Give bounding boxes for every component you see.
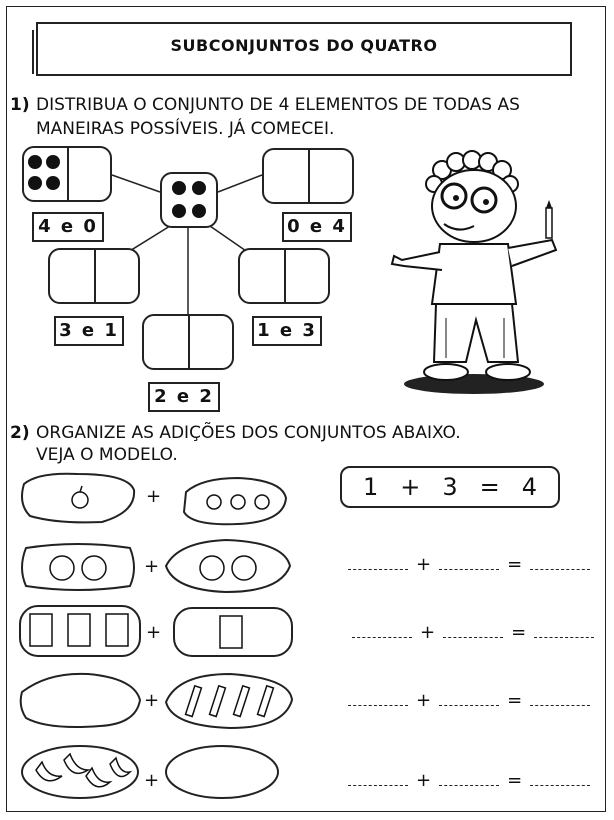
set-blob-2a <box>18 538 138 594</box>
dot <box>46 176 60 190</box>
box-divider <box>94 250 96 302</box>
apple-icon <box>255 495 269 509</box>
dot <box>192 204 206 218</box>
box-divider <box>188 316 190 368</box>
set-blob-5b <box>162 744 282 802</box>
plus-sign: + <box>146 486 162 507</box>
question-2-line2: VEJA O MODELO. <box>36 445 178 465</box>
plus-sign: + <box>416 690 432 711</box>
set-blob-1b <box>178 474 290 530</box>
box-divider <box>308 150 310 202</box>
set-box-1-3 <box>238 248 330 304</box>
book-icon <box>30 614 52 646</box>
model-b: 3 <box>442 473 458 501</box>
label-0-e-4: 0 e 4 <box>282 212 352 242</box>
question-2-line2-wrap <box>36 444 178 466</box>
plus-sign: + <box>420 622 436 643</box>
set-blob-5a <box>18 742 142 802</box>
answer-blank[interactable] <box>443 623 503 638</box>
question-2-number: 2) <box>10 423 30 443</box>
model-equation <box>340 466 560 508</box>
answer-blank[interactable] <box>530 771 590 786</box>
label-1-e-3: 1 e 3 <box>252 316 322 346</box>
equals-sign: = <box>507 554 523 575</box>
answer-blank[interactable] <box>348 555 408 570</box>
answer-blank[interactable] <box>530 555 590 570</box>
equals-sign: = <box>507 770 523 791</box>
apple-icon <box>72 492 88 508</box>
dot <box>28 176 42 190</box>
plus-sign: + <box>144 690 160 711</box>
set-blob-4b <box>160 670 296 732</box>
apple-icon <box>232 556 256 580</box>
answer-blank[interactable] <box>352 623 412 638</box>
dot <box>172 181 186 195</box>
plus-sign: + <box>416 770 432 791</box>
set-box-0-4 <box>262 148 354 204</box>
apple-icon <box>82 556 106 580</box>
model-a: 1 <box>362 473 379 501</box>
model-result: 4 <box>521 473 537 501</box>
set-box-4-0 <box>22 146 112 202</box>
page-title: SUBCONJUNTOS DO QUATRO <box>170 36 438 55</box>
set-box-3-1 <box>48 248 140 304</box>
book-icon <box>68 614 90 646</box>
book-icon <box>220 616 242 648</box>
answer-blank[interactable] <box>439 555 499 570</box>
dot <box>28 155 42 169</box>
apple-icon <box>207 495 221 509</box>
answer-blank[interactable] <box>348 691 408 706</box>
plus-sign: + <box>146 622 162 643</box>
apple-icon <box>50 556 74 580</box>
label-2-e-2: 2 e 2 <box>148 382 220 412</box>
question-1-line1: DISTRIBUA O CONJUNTO DE 4 ELEMENTOS DE TODAS AS <box>36 95 520 115</box>
answer-blank[interactable] <box>439 691 499 706</box>
plus-sign: + <box>144 770 160 791</box>
set-blob-3a <box>18 602 144 660</box>
equation-row-5 <box>340 770 598 791</box>
equation-row-3 <box>344 622 602 643</box>
box-divider <box>67 148 69 200</box>
dot <box>46 155 60 169</box>
dot <box>192 181 206 195</box>
question-2-line1: ORGANIZE AS ADIÇÕES DOS CONJUNTOS ABAIXO. <box>36 423 461 443</box>
apple-icon <box>200 556 224 580</box>
plus-sign: + <box>144 556 160 577</box>
set-blob-2b <box>160 536 294 596</box>
equals-sign: = <box>511 622 527 643</box>
question-2 <box>10 422 461 444</box>
plus-sign: + <box>416 554 432 575</box>
model-plus: + <box>400 473 421 501</box>
model-eq: = <box>479 473 500 501</box>
equation-row-4 <box>340 690 598 711</box>
answer-blank[interactable] <box>534 623 594 638</box>
dot <box>172 204 186 218</box>
central-set-box <box>160 172 218 228</box>
label-3-e-1: 3 e 1 <box>54 316 124 346</box>
question-1-number: 1) <box>10 95 30 115</box>
book-icon <box>106 614 128 646</box>
equals-sign: = <box>507 690 523 711</box>
boy-illustration <box>384 148 574 396</box>
set-blob-4a <box>18 670 144 732</box>
label-4-e-0: 4 e 0 <box>32 212 104 242</box>
answer-blank[interactable] <box>439 771 499 786</box>
box-divider <box>284 250 286 302</box>
equation-row-2 <box>340 554 598 575</box>
set-box-2-2 <box>142 314 234 370</box>
answer-blank[interactable] <box>348 771 408 786</box>
question-1-line2: MANEIRAS POSSÍVEIS. JÁ COMECEI. <box>36 119 335 139</box>
answer-blank[interactable] <box>530 691 590 706</box>
set-blob-1a <box>18 470 138 526</box>
apple-icon <box>231 495 245 509</box>
set-blob-3b <box>172 604 298 662</box>
